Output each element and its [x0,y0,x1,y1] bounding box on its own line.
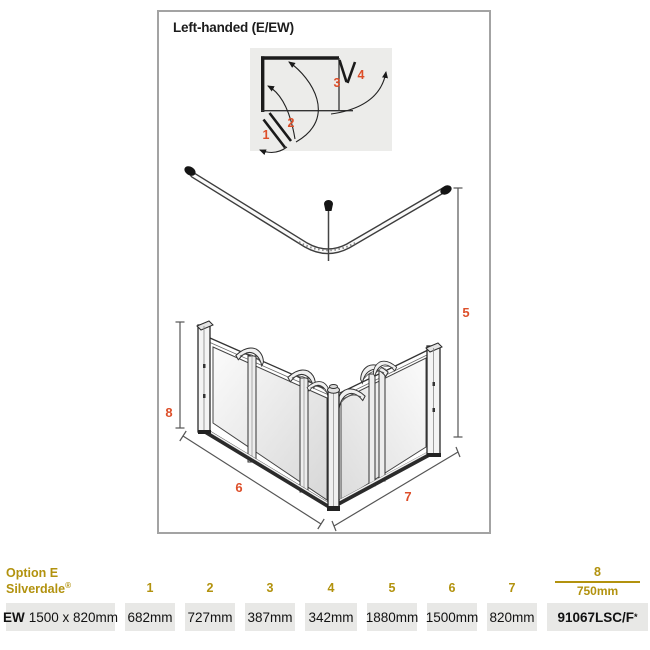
callout-5: 5 [462,305,470,320]
cell-size-label: EW 1500 x 820mm [6,603,115,631]
technical-drawing [159,12,489,532]
table-header-8-number: 8 [555,565,640,583]
table-header-7: 7 [508,581,516,595]
callout-1: 1 [262,128,270,142]
table-header-5: 5 [388,581,396,595]
table-header-1: 1 [146,581,154,595]
plan-schematic [250,48,392,152]
spec-table [0,562,650,631]
table-header-product [6,562,115,600]
callout-7: 7 [404,489,412,504]
diagram-title: Left-handed (E/EW) [173,20,294,35]
table-header-2: 2 [206,581,214,595]
callout-3: 3 [333,76,341,90]
dimension-line-8 [176,322,185,428]
callout-6: 6 [235,480,243,495]
table-header-8-dimension: 750mm [576,584,619,598]
callout-2: 2 [287,116,295,130]
product-brand-label: Silverdale® [6,580,71,596]
diagram-panel [157,10,491,534]
ceiling-support-knob [324,200,333,211]
table-header-6: 6 [448,581,456,595]
table-header-3: 3 [266,581,274,595]
cell-dim-5: 1880mm [367,603,417,631]
callout-4: 4 [357,68,365,82]
cell-dim-2: 727mm [185,603,235,631]
cell-dim-3: 387mm [245,603,295,631]
glass-panels-left [213,347,327,500]
shower-enclosure-drawing [197,321,442,511]
callout-8: 8 [165,405,173,420]
product-option-label: Option E [6,566,59,580]
cell-dim-7: 820mm [487,603,537,631]
cell-dim-6: 1500mm [427,603,477,631]
dimension-line-5 [454,188,463,437]
table-header-8 [547,562,648,600]
cell-part-code: 91067LSC/F * [547,603,648,631]
cell-dim-1: 682mm [125,603,175,631]
curtain-rail-drawing [183,164,454,261]
table-header-4: 4 [327,581,335,595]
cell-dim-4: 342mm [305,603,357,631]
